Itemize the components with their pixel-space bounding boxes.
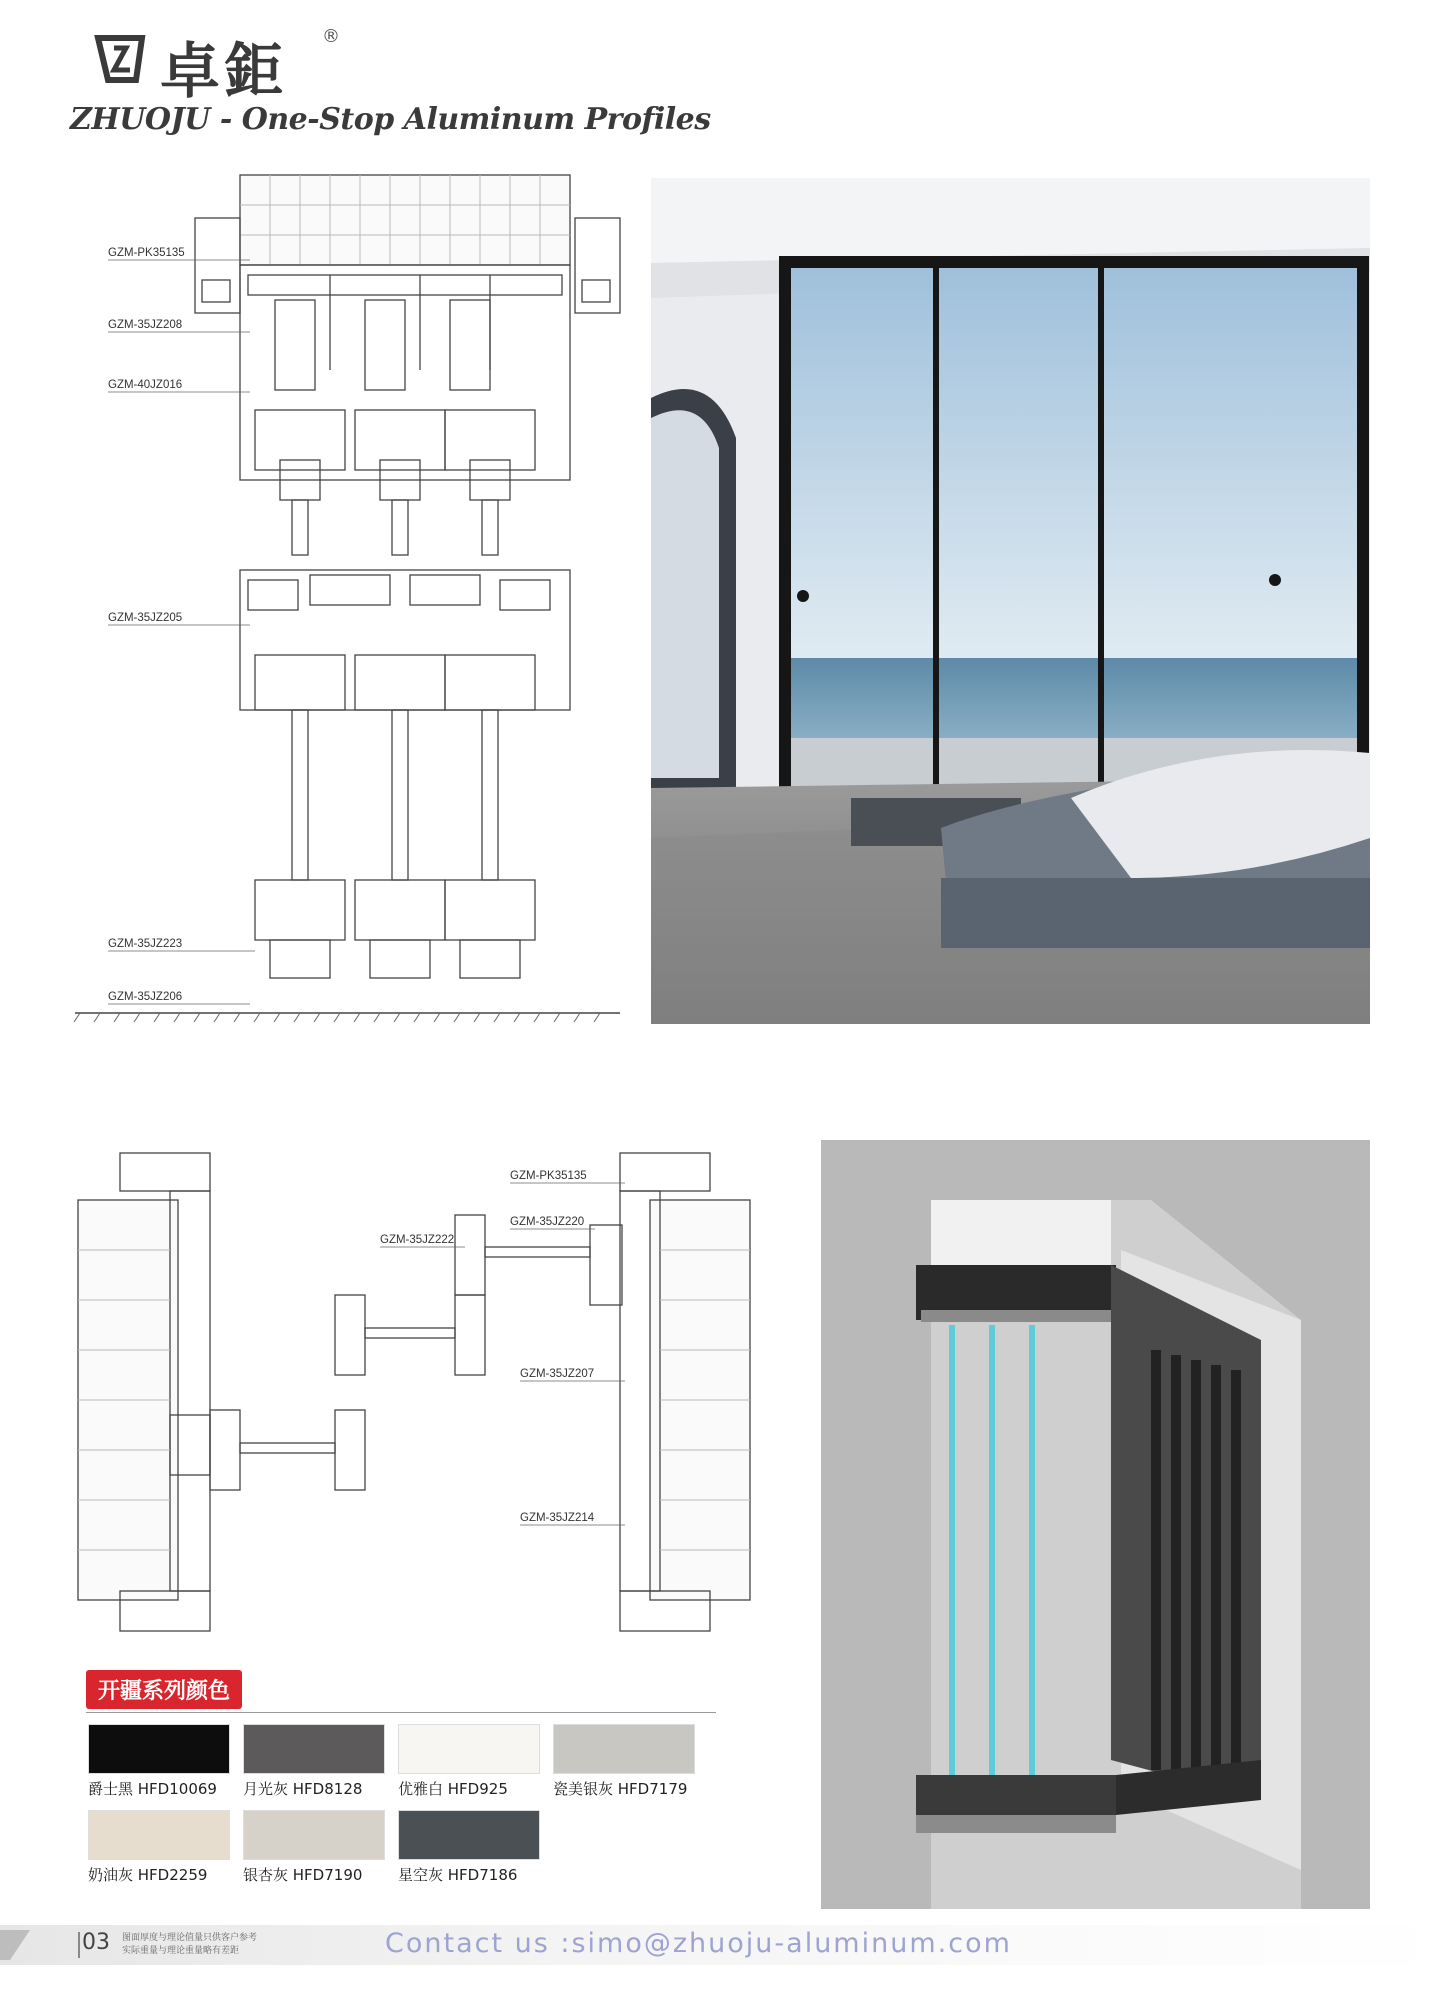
brand-tagline: ZHUOJU - One-Stop Aluminum Profiles [70,102,711,137]
swatch-label-2: 优雅白 HFD925 [398,1780,508,1798]
label-gzm-35jz222: GZM-35JZ222 [380,1234,455,1246]
label-gzm-35jz223: GZM-35JZ223 [108,938,183,950]
bottom-section-drawing [70,1145,760,1665]
label-gzm-40jz016: GZM-40JZ016 [108,379,183,391]
label-gzm-35jz208: GZM-35JZ208 [108,319,183,331]
footer-note-line2: 实际重量与理论重量略有差距 [122,1946,240,1956]
label-gzm-35jz220: GZM-35JZ220 [510,1216,585,1228]
footer-note-line1: 图面厚度与理论值量只供客户参考 [122,1933,258,1943]
swatch-3 [553,1724,695,1774]
swatch-6 [398,1810,540,1860]
brand-logo-icon [92,30,150,88]
profile-3d-render [821,1140,1370,1909]
page-number-separator [78,1932,80,1958]
top-section-drawing [70,170,640,1040]
bedroom-sliding-door-photo [651,178,1370,1024]
swatch-label-3: 瓷美银灰 HFD7179 [553,1780,688,1798]
label-gzm-pk35135-bottom: GZM-PK35135 [510,1170,587,1182]
label-gzm-pk35135: GZM-PK35135 [108,247,185,259]
label-gzm-35jz205: GZM-35JZ205 [108,612,183,624]
brand-name-chinese: 卓鉅 [160,37,288,107]
page-number: 03 [82,1930,110,1955]
contact-email[interactable]: Contact us :simo@zhuoju-aluminum.com [385,1928,1012,1959]
swatch-5 [243,1810,385,1860]
label-gzm-35jz214: GZM-35JZ214 [520,1512,595,1524]
registered-mark: ® [322,26,340,47]
swatch-label-5: 银杏灰 HFD7190 [243,1866,363,1884]
swatch-2 [398,1724,540,1774]
swatch-label-0: 爵士黑 HFD10069 [88,1780,217,1798]
section-divider [86,1712,716,1713]
swatch-1 [243,1724,385,1774]
swatch-0 [88,1724,230,1774]
color-series-title: 开疆系列颜色 [86,1670,242,1709]
swatch-label-6: 星空灰 HFD7186 [398,1866,518,1884]
swatch-label-4: 奶油灰 HFD2259 [88,1866,208,1884]
label-gzm-35jz207: GZM-35JZ207 [520,1368,595,1380]
swatch-label-1: 月光灰 HFD8128 [243,1780,363,1798]
label-gzm-35jz206: GZM-35JZ206 [108,991,183,1003]
footer-accent-shape [0,1930,60,1960]
swatch-4 [88,1810,230,1860]
